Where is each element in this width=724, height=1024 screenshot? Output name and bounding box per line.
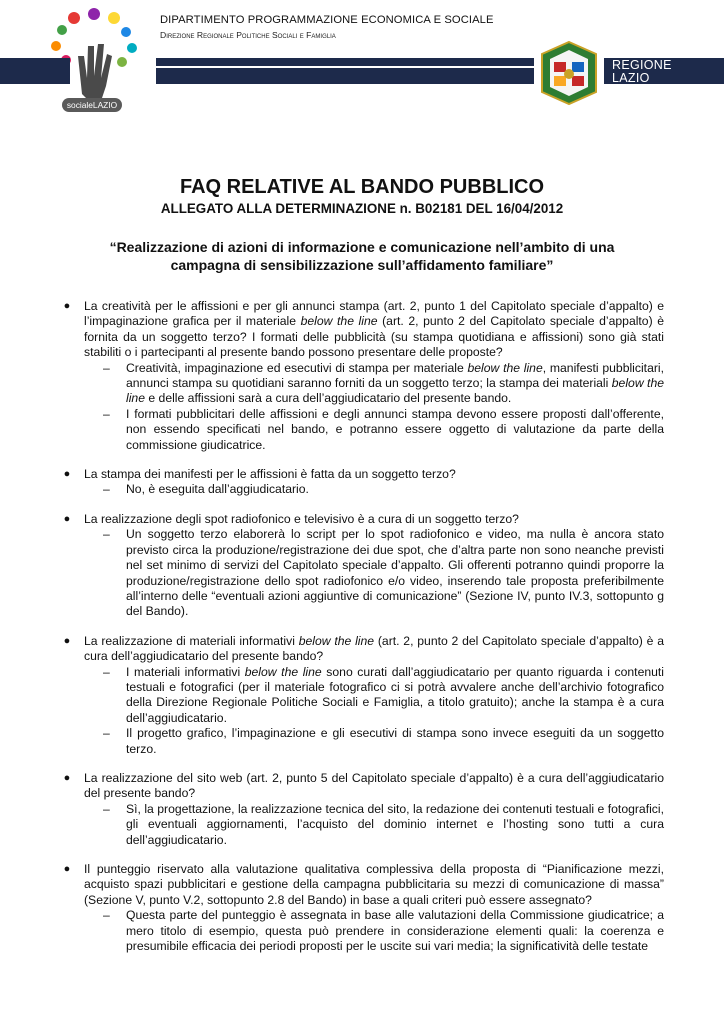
quote-line-2: campagna di sensibilizzazione sull’affidamento familiare”: [170, 256, 554, 273]
text-run: (art. 2, punto 2 del Capitolato speciale d’appalto) è fornita da un soggetto terzo? I formati delle pubblicità (su stampa quotidiana e affissioni) sono già stati stabiliti o i partecipanti al presente bando possono presentare delle proposte?: [84, 314, 665, 360]
italic-text: below the line: [244, 664, 322, 679]
text-run: Sì, la progettazione, la realizzazione tecnica del sito, la redazione dei contenuti testuali e fotografici, gli eventuali aggiornamenti, l’acquisto del dominio internet e l’hosting sono tutti a cura dell’aggiudicatario.: [126, 801, 664, 847]
text-run: I formati pubblicitari delle affissioni e degli annunci stampa devono essere proposti dall’offerente, non essendo specificati nel bando, e potranno essere oggetto di valutazione da parte della commissione giudicatrice.: [126, 406, 664, 452]
text-run: I materiali informativi: [126, 664, 245, 679]
bullet-icon: ●: [63, 468, 71, 481]
text-run: La realizzazione degli spot radiofonico e televisivo è a cura di un soggetto terzo?: [84, 511, 519, 526]
header-band-left: [0, 58, 70, 84]
document-subtitle: ALLEGATO ALLA DETERMINAZIONE n. B02181 DEL 16/04/2012: [160, 201, 564, 216]
italic-text: below the line: [467, 360, 543, 375]
faq-item: [60, 771, 664, 848]
dash-icon: –: [103, 482, 110, 497]
faq-question: [84, 467, 664, 482]
quote-line-1: “Realizzazione di azioni di informazione e comunicazione nell’ambito di una: [109, 239, 615, 255]
italic-text: below the line: [126, 376, 665, 406]
faq-answer: [84, 908, 664, 954]
bullet-icon: ●: [63, 300, 71, 312]
dash-icon: –: [103, 726, 110, 741]
project-title-quote: [60, 239, 664, 274]
faq-question: [84, 771, 664, 802]
dash-icon: –: [103, 664, 110, 679]
faq-answer: [84, 482, 664, 497]
text-run: La realizzazione del sito web (art. 2, punto 5 del Capitolato speciale d’appalto) è a cura dell’aggiudicatario del presente bando?: [84, 770, 664, 801]
document-title: FAQ RELATIVE AL BANDO PUBBLICO: [179, 176, 545, 198]
faq-item: [60, 467, 664, 498]
dash-icon: –: [103, 527, 110, 542]
text-run: Il punteggio riservato alla valutazione qualitativa complessiva della proposta di “Pianificazione mezzi, acquisto spazi pubblicitari e gestione della campagna pubblicitaria su mezzi di comunicazione di massa” (Sezione V, punto V.2, sottopunto 2.8 del Bando) in base a quali criteri può essere assegnato?: [84, 862, 664, 907]
text-run: sono curati dall’aggiudicatario per quanto riguarda i contenuti testuali e fotografici (per il materiale fotografico ci si potrà avvalere anche dell’archivio fotografico della Direzione Regionale Politiche Sociali e Famiglia, a titolo gratuito); anche la stampa è a cura dell’aggiudicatario.: [126, 664, 665, 725]
text-run: Un soggetto terzo elaborerà lo script per lo spot radiofonico e video, ma nulla è ancora stato previsto circa la produzione/registrazione dei due spot, che d’altra parte non sono neanche previsti nel set minimo di servizi del Capitolato speciale d’appalto. Gli offerenti potranno quindi proporre la produzione/registrazione dello spot radiofonico e/o video, inserendo tale proposta preferibilmente all’interno delle “eventuali azioni aggiuntive di comunicazione” (Sezione IV, punto IV.3, sottopunto g del Bando).: [126, 527, 664, 619]
bullet-icon: ●: [63, 863, 71, 875]
faq-answer: [84, 726, 664, 757]
regione-lazio-wordmark: [612, 59, 672, 84]
letterhead: [0, 0, 724, 130]
faq-answer: [84, 361, 664, 407]
text-run: , manifesti pubblicitari, annunci stampa su quotidiani saranno forniti da un soggetto terzo; la stampa dei materiali: [126, 360, 665, 391]
text-run: e delle affissioni sarà a cura dell’aggiudicatario del presente bando.: [144, 391, 512, 406]
dash-icon: –: [103, 360, 110, 375]
faq-answer: [84, 407, 664, 453]
text-run: Creatività, impaginazione ed esecutivi di stampa per materiale: [126, 360, 468, 375]
band-stripe: [156, 66, 534, 68]
faq-answer: [84, 665, 664, 727]
text-run: No, è eseguita dall’aggiudicatario.: [126, 482, 309, 497]
department-name: DIPARTIMENTO PROGRAMMAZIONE ECONOMICA E SOCIALE: [160, 14, 494, 26]
dash-icon: –: [103, 801, 110, 816]
direction-name: Direzione Regionale Politiche Sociali e Famiglia: [160, 30, 336, 40]
header-band-middle: [156, 58, 534, 84]
text-run: Questa parte del punteggio è assegnata in base alle valutazioni della Commissione giudicatrice; a mero titolo di esempio, questa può prendere in considerazione elementi quali: la coerenza e presumibile efficacia dei periodi proposti per le uscite sui vari media; la significatività delle testate: [126, 908, 664, 954]
region-line-1: REGIONE: [612, 58, 672, 72]
faq-question: [84, 512, 664, 527]
faq-item: [60, 512, 664, 620]
regione-lazio-emblem: [538, 40, 600, 106]
text-run: La realizzazione di materiali informativi: [84, 633, 299, 648]
text-run: (art. 2, punto 2 del Capitolato speciale d’appalto) è a cura dell’aggiudicatario del presente bando?: [84, 633, 665, 664]
faq-item: [60, 299, 664, 453]
faq-answer: [84, 802, 664, 848]
italic-text: below the line: [300, 314, 378, 329]
faq-item: [60, 862, 664, 954]
bullet-icon: ●: [63, 634, 71, 647]
faq-answer: [84, 527, 664, 619]
faq-question: [84, 862, 664, 908]
faq-question: [84, 634, 664, 665]
text-run: La creatività per le affissioni e per gli annunci stampa (art. 2, punto 1 del Capitolato speciale d’appalto) e l’impaginazione grafica per il materiale: [84, 299, 664, 329]
dash-icon: –: [103, 908, 110, 923]
faq-question: [84, 299, 664, 361]
italic-text: below the line: [298, 633, 375, 648]
region-line-2: LAZIO: [612, 70, 650, 85]
faq-item: [60, 634, 664, 757]
text-run: La stampa dei manifesti per le affissioni è fatta da un soggetto terzo?: [84, 467, 456, 482]
text-run: Il progetto grafico, l’impaginazione e gli esecutivi di stampa sono invece eseguiti da un soggetto terzo.: [126, 726, 664, 756]
sociale-lazio-label: socialeLAZIO: [62, 98, 122, 112]
faq-list: [60, 299, 664, 968]
dash-icon: –: [103, 406, 110, 421]
bullet-icon: ●: [63, 512, 71, 525]
bullet-icon: ●: [63, 771, 71, 784]
